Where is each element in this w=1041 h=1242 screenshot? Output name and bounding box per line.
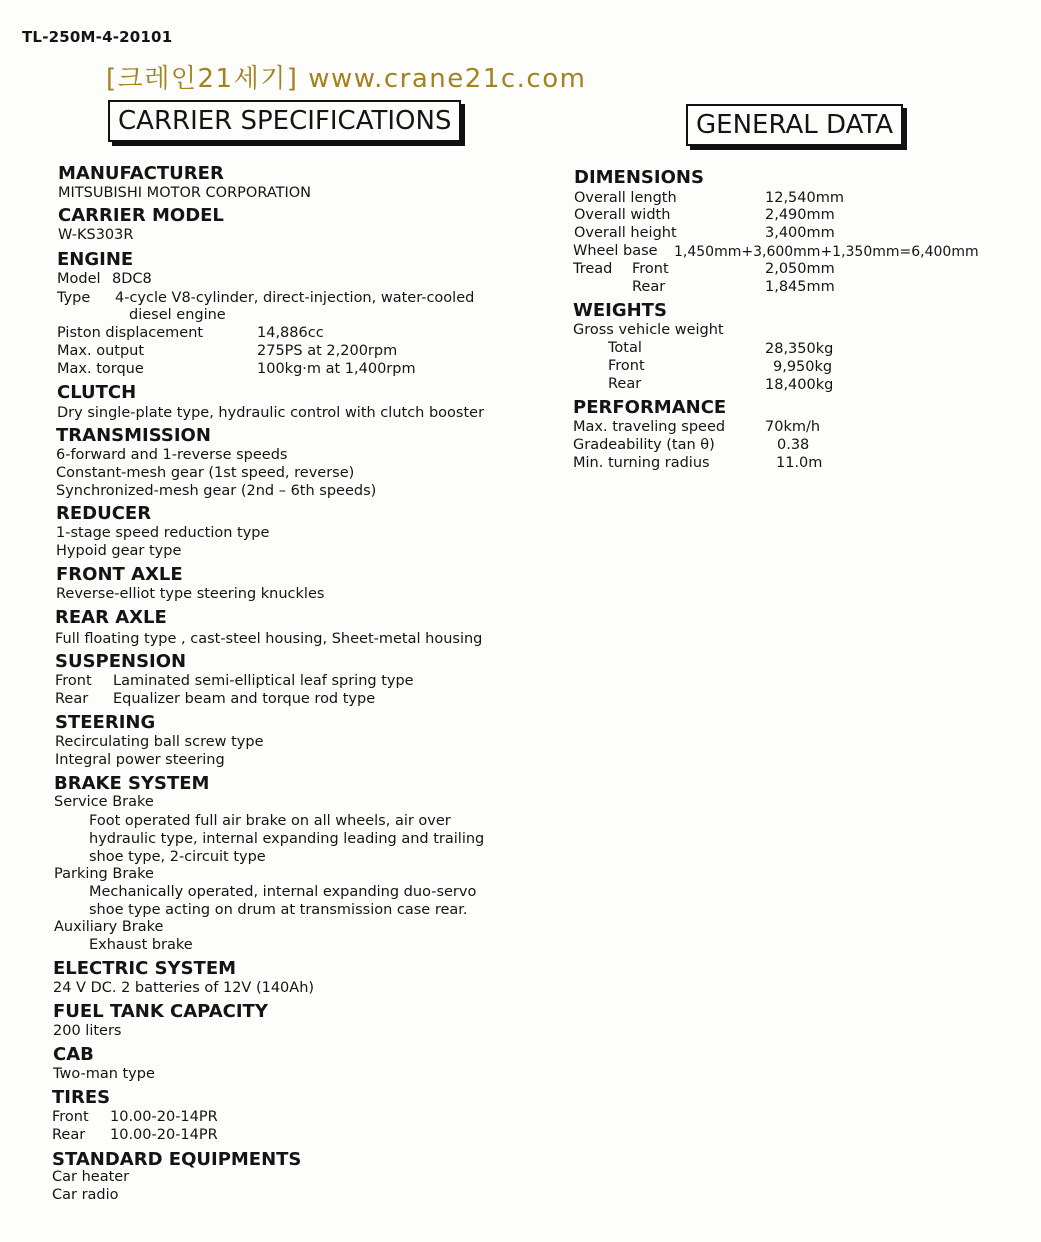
tread-rear-value: 1,845mm (765, 279, 835, 295)
overall-width-label: Overall width (574, 207, 671, 223)
overall-width-value: 2,490mm (765, 207, 835, 223)
service-brake-line-2: hydraulic type, internal expanding leading and trailing (89, 831, 485, 847)
suspension-front-label: Front (55, 673, 92, 689)
parking-brake-line-1: Mechanically operated, internal expanding duo-servo (89, 884, 477, 900)
engine-model-label: Model (57, 271, 101, 287)
suspension-front-value: Laminated semi-elliptical leaf spring type (113, 673, 414, 689)
engine-model-value: 8DC8 (112, 271, 152, 287)
carrier-model-heading: CARRIER MODEL (58, 205, 224, 226)
suspension-rear-label: Rear (55, 691, 89, 707)
tread-front-label: Front (632, 261, 669, 277)
tires-front-value: 10.00-20-14PR (110, 1109, 218, 1125)
gradeability-value: 0.38 (777, 437, 810, 453)
weight-rear-label: Rear (608, 376, 642, 392)
rear-axle-heading: REAR AXLE (55, 607, 167, 628)
steering-line-2: Integral power steering (55, 752, 225, 768)
equipment-line-1: Car heater (52, 1169, 130, 1185)
front-axle-heading: FRONT AXLE (56, 564, 183, 585)
manufacturer-value: MITSUBISHI MOTOR CORPORATION (58, 185, 311, 201)
gross-vehicle-weight-label: Gross vehicle weight (573, 322, 724, 338)
max-traveling-speed-value: 70km/h (765, 419, 821, 435)
weight-total-value: 28,350kg (765, 341, 834, 357)
overall-height-value: 3,400mm (765, 225, 835, 241)
fuel-tank-heading: FUEL TANK CAPACITY (53, 1001, 268, 1022)
min-turning-radius-label: Min. turning radius (573, 455, 710, 471)
engine-type-value-cont: diesel engine (129, 307, 226, 323)
wheel-base-value: 1,450mm+3,600mm+1,350mm=6,400mm (674, 244, 979, 260)
brake-system-heading: BRAKE SYSTEM (54, 773, 210, 794)
document-id: TL-250M-4-20101 (22, 28, 173, 46)
auxiliary-brake-line-1: Exhaust brake (89, 937, 193, 953)
engine-type-label: Type (57, 290, 91, 306)
front-axle-value: Reverse-elliot type steering knuckles (56, 586, 325, 602)
reducer-heading: REDUCER (56, 503, 152, 524)
transmission-heading: TRANSMISSION (56, 425, 211, 446)
dimensions-heading: DIMENSIONS (574, 167, 704, 188)
max-output-label: Max. output (57, 343, 145, 359)
overall-height-label: Overall height (574, 225, 677, 241)
weight-rear-value: 18,400kg (765, 377, 834, 393)
suspension-rear-value: Equalizer beam and torque rod type (113, 691, 376, 707)
steering-heading: STEERING (55, 712, 156, 733)
engine-type-value: 4-cycle V8-cylinder, direct-injection, water-cooled (115, 290, 475, 306)
service-brake-line-3: shoe type, 2-circuit type (89, 849, 266, 865)
performance-heading: PERFORMANCE (573, 397, 727, 418)
engine-heading: ENGINE (57, 249, 134, 270)
steering-line-1: Recirculating ball screw type (55, 734, 264, 750)
clutch-heading: CLUTCH (57, 382, 137, 403)
gradeability-label: Gradeability (tan θ) (573, 437, 715, 453)
carrier-model-value: W-KS303R (58, 227, 134, 243)
weights-heading: WEIGHTS (573, 300, 667, 321)
weight-front-value: 9,950kg (773, 359, 833, 375)
piston-displacement-label: Piston displacement (57, 325, 204, 341)
wheel-base-label: Wheel base (573, 243, 658, 259)
service-brake-line-1: Foot operated full air brake on all wheels, air over (89, 813, 451, 829)
transmission-line-3: Synchronized-mesh gear (2nd – 6th speeds) (56, 483, 377, 499)
tread-label: Tread (573, 261, 613, 277)
parking-brake-line-2: shoe type acting on drum at transmission case rear. (89, 902, 468, 918)
max-traveling-speed-label: Max. traveling speed (573, 419, 726, 435)
weight-total-label: Total (608, 340, 642, 356)
equipment-line-2: Car radio (52, 1187, 119, 1203)
cab-value: Two-man type (53, 1066, 155, 1082)
watermark-text: [크레인21세기] www.crane21c.com (106, 64, 587, 94)
standard-equipments-heading: STANDARD EQUIPMENTS (52, 1149, 302, 1170)
max-torque-value: 100kg·m at 1,400rpm (257, 361, 416, 377)
max-torque-label: Max. torque (57, 361, 144, 377)
tires-rear-value: 10.00-20-14PR (110, 1127, 218, 1143)
max-output-value: 275PS at 2,200rpm (257, 343, 398, 359)
fuel-tank-value: 200 liters (53, 1023, 122, 1039)
carrier-specifications-title: CARRIER SPECIFICATIONS (108, 100, 461, 142)
tires-front-label: Front (52, 1109, 89, 1125)
transmission-line-1: 6-forward and 1-reverse speeds (56, 447, 288, 463)
reducer-line-2: Hypoid gear type (56, 543, 182, 559)
weight-front-label: Front (608, 358, 645, 374)
general-data-title: GENERAL DATA (686, 104, 903, 146)
auxiliary-brake-label: Auxiliary Brake (54, 919, 164, 935)
piston-displacement-value: 14,886cc (257, 325, 324, 341)
tread-front-value: 2,050mm (765, 261, 835, 277)
transmission-line-2: Constant-mesh gear (1st speed, reverse) (56, 465, 355, 481)
tread-rear-label: Rear (632, 279, 666, 295)
overall-length-value: 12,540mm (765, 190, 844, 206)
service-brake-label: Service Brake (54, 794, 154, 810)
reducer-line-1: 1-stage speed reduction type (56, 525, 270, 541)
suspension-heading: SUSPENSION (55, 651, 187, 672)
tires-rear-label: Rear (52, 1127, 86, 1143)
tires-heading: TIRES (52, 1087, 111, 1108)
overall-length-label: Overall length (574, 190, 677, 206)
electric-system-value: 24 V DC. 2 batteries of 12V (140Ah) (53, 980, 315, 996)
manufacturer-heading: MANUFACTURER (58, 163, 224, 184)
rear-axle-value: Full floating type , cast-steel housing, Sheet-metal housing (55, 631, 483, 647)
parking-brake-label: Parking Brake (54, 866, 154, 882)
clutch-value: Dry single-plate type, hydraulic control with clutch booster (57, 405, 485, 421)
cab-heading: CAB (53, 1044, 94, 1065)
min-turning-radius-value: 11.0m (776, 455, 823, 471)
electric-system-heading: ELECTRIC SYSTEM (53, 958, 237, 979)
